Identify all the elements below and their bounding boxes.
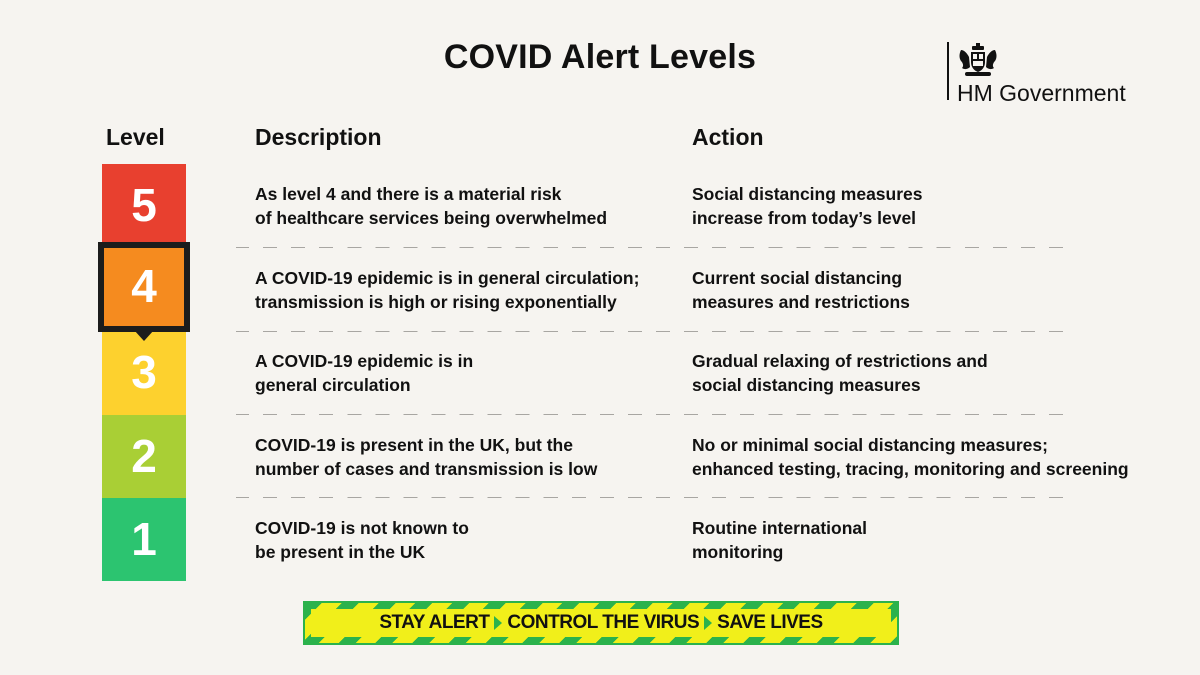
description-line: number of cases and transmission is low xyxy=(255,459,598,479)
arrow-right-icon xyxy=(494,616,502,630)
level-5-description xyxy=(255,182,607,230)
level-2-number: 2 xyxy=(131,429,157,482)
level-4-badge-current xyxy=(98,242,190,332)
action-line: enhanced testing, tracing, monitoring and screening xyxy=(692,459,1129,479)
level-1-action xyxy=(692,516,867,564)
action-line: Routine international xyxy=(692,518,867,538)
row-divider xyxy=(236,247,1068,248)
level-5-number: 5 xyxy=(131,178,157,231)
column-header-level: Level xyxy=(106,124,165,150)
row-divider xyxy=(236,414,1068,415)
page-title: COVID Alert Levels xyxy=(443,38,757,76)
logo-divider xyxy=(947,42,949,100)
description-line: transmission is high or rising exponentially xyxy=(255,292,617,312)
description-line: general circulation xyxy=(255,375,411,395)
royal-coat-of-arms-icon xyxy=(957,42,999,78)
description-line: be present in the UK xyxy=(255,542,426,562)
slogan-control-the-virus: CONTROL THE VIRUS xyxy=(507,612,700,633)
level-5-badge xyxy=(102,164,186,247)
slogan-text xyxy=(311,609,891,637)
row-divider xyxy=(236,497,1068,498)
action-line: monitoring xyxy=(692,542,784,562)
slogan-stay-alert: STAY ALERT xyxy=(379,612,490,633)
description-line: COVID-19 is not known to xyxy=(255,518,469,538)
logo-text: HM Government xyxy=(957,80,1126,106)
slogan-banner xyxy=(303,601,899,645)
level-2-badge xyxy=(102,415,186,498)
level-1-badge xyxy=(102,498,186,581)
level-2-action xyxy=(692,433,1129,481)
level-1-number: 1 xyxy=(131,512,157,565)
slogan-save-lives: SAVE LIVES xyxy=(717,612,823,633)
action-line: No or minimal social distancing measures; xyxy=(692,435,1048,455)
level-3-number: 3 xyxy=(131,345,157,398)
level-3-action xyxy=(692,349,988,397)
row-divider xyxy=(236,331,1068,332)
description-line: A COVID-19 epidemic is in xyxy=(255,351,474,371)
hm-government-logo xyxy=(947,42,1137,106)
action-line: Current social distancing xyxy=(692,268,903,288)
description-line: As level 4 and there is a material risk xyxy=(255,184,562,204)
column-header-description: Description xyxy=(255,124,382,150)
level-3-description xyxy=(255,349,473,397)
level-4-description xyxy=(255,266,639,314)
column-header-action: Action xyxy=(692,124,764,150)
level-3-badge xyxy=(102,331,186,415)
level-5-action xyxy=(692,182,923,230)
level-1-description xyxy=(255,516,469,564)
description-line: of healthcare services being overwhelmed xyxy=(255,208,608,228)
action-line: measures and restrictions xyxy=(692,292,910,312)
level-4-number: 4 xyxy=(131,259,157,312)
description-line: COVID-19 is present in the UK, but the xyxy=(255,435,573,455)
level-4-action xyxy=(692,266,910,314)
description-line: A COVID-19 epidemic is in general circulation; xyxy=(255,268,640,288)
action-line: increase from today’s level xyxy=(692,208,917,228)
action-line: Gradual relaxing of restrictions and xyxy=(692,351,988,371)
action-line: Social distancing measures xyxy=(692,184,923,204)
current-level-pointer-icon xyxy=(134,330,154,341)
arrow-right-icon xyxy=(704,616,712,630)
action-line: social distancing measures xyxy=(692,375,921,395)
level-2-description xyxy=(255,433,597,481)
